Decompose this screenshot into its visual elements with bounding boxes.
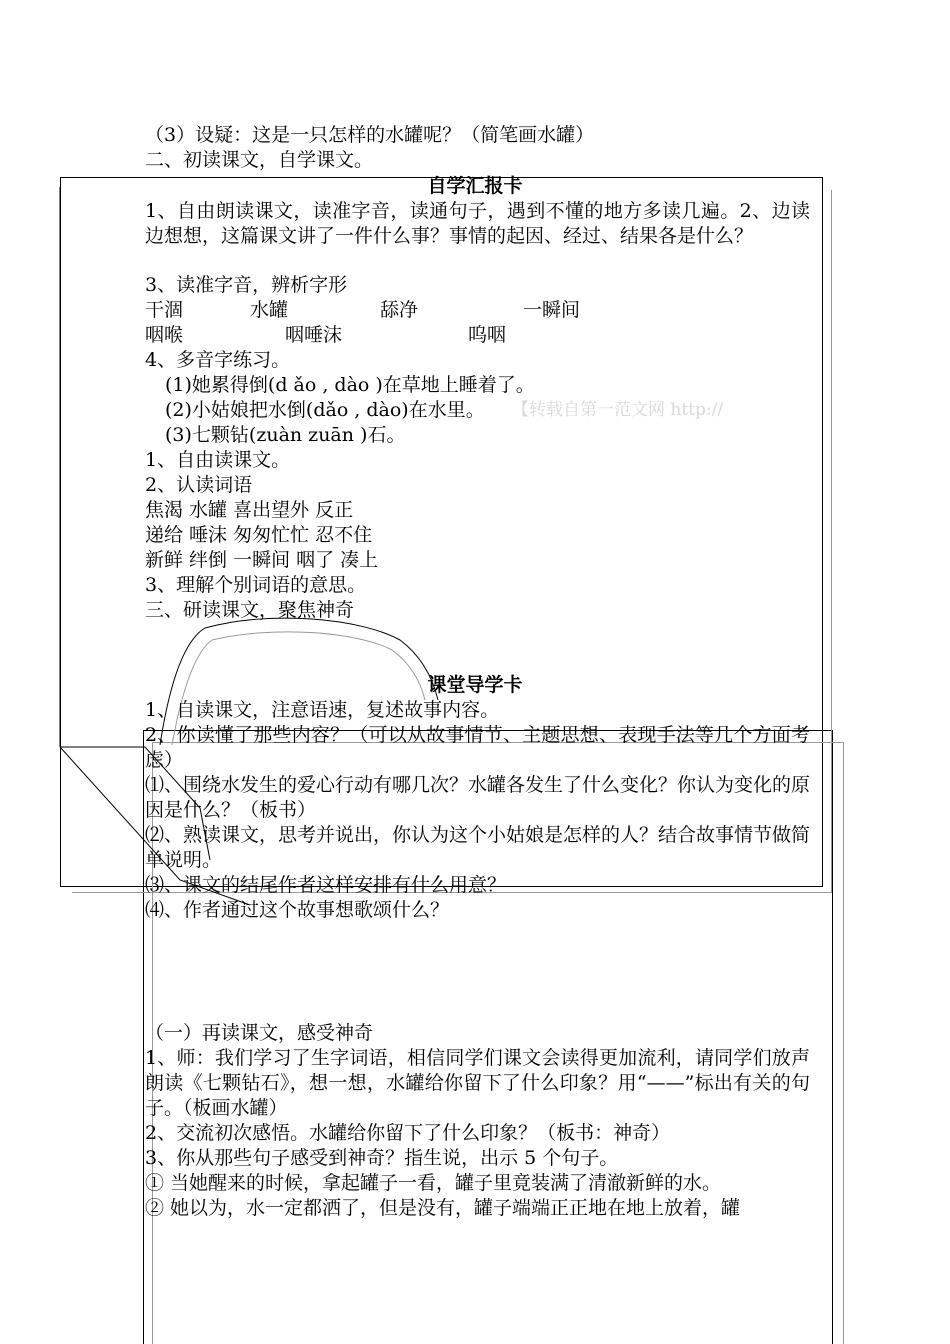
self-study-item-3: 3、读准字音，辨析字形	[145, 274, 348, 296]
sentence-1: ① 当她醒来的时候，拿起罐子一看，罐子里竟装满了清澈新鲜的水。	[145, 1172, 722, 1194]
sentence-2: ② 她以为，水一定都洒了，但是没有，罐子端端正正地在地上放着，罐	[145, 1197, 741, 1219]
guide-question-2d: ⑷、作者通过这个故事想歌颂什么？	[145, 899, 450, 921]
section-two-heading: 二、初读课文，自学课文。	[145, 149, 374, 171]
self-study-card-title: 自学汇报卡	[427, 175, 523, 197]
setup-question-line: （3）设疑：这是一只怎样的水罐呢？（简笔画水罐）	[145, 124, 595, 146]
vocab-row-3: 新鲜 绊倒 一瞬间 咽了 凑上	[145, 549, 379, 571]
read-step-2: 2、认读词语	[145, 474, 253, 496]
word-wu-yan: 呜咽	[468, 324, 507, 346]
read-step-3: 3、理解个别词语的意思。	[145, 574, 367, 596]
reread-heading: （一）再读课文，感受神奇	[145, 1022, 374, 1044]
sentence-prompt: 3、你从那些句子感受到神奇？指生说，出示 5 个句子。	[145, 1147, 619, 1169]
polyphone-1: (1)她累得倒(d ǎo , dào )在草地上睡着了。	[165, 374, 535, 396]
vocab-row-1: 焦渴 水罐 喜出望外 反正	[145, 499, 354, 521]
word-yan-hou: 咽喉	[145, 324, 184, 346]
guide-card-title: 课堂导学卡	[427, 674, 523, 696]
word-gan-he: 干涸	[145, 299, 184, 321]
watermark-text: 【转载自第一范文网 http://	[512, 400, 724, 420]
polyphone-2: (2)小姑娘把水倒(dǎo , dào)在水里。	[165, 399, 485, 421]
exchange-paragraph: 2、交流初次感悟。水罐给你留下了什么印象？（板书：神奇）	[145, 1122, 671, 1144]
guide-question-1: 1、自读课文，注意语速，复述故事内容。	[145, 699, 500, 721]
word-tian-jing: 舔净	[380, 299, 419, 321]
read-step-1: 1、自由读课文。	[145, 449, 291, 471]
self-study-item-1-2: 1、自由朗读课文，读准字音，读通句子，遇到不懂的地方多读几遍。2、边读边想想，这篇课文讲了一件什么事？事情的起因、经过、结果各是什么？	[145, 200, 810, 247]
word-shui-guan: 水罐	[250, 299, 289, 321]
self-study-item-4: 4、多音字练习。	[145, 349, 291, 371]
word-yan-tuo-mo: 咽唾沫	[285, 324, 343, 346]
word-yi-shun-jian: 一瞬间	[523, 299, 581, 321]
guide-question-2a: ⑴、围绕水发生的爱心行动有哪几次？水罐各发生了什么变化？你认为变化的原因是什么？（板书）	[145, 774, 811, 821]
guide-question-2c: ⑶、课文的结尾作者这样安排有什么用意？	[145, 874, 507, 896]
section-three-heading: 三、研读课文，聚焦神奇	[145, 599, 355, 621]
guide-question-2: 2、你读懂了那些内容？（可以从故事情节、主题思想、表现手法等几个方面考虑）	[145, 724, 810, 771]
polyphone-3: (3)七颗钻(zuàn zuān )石。	[165, 424, 406, 446]
teacher-paragraph: 1、师：我们学习了生字词语，相信同学们课文会读得更加流利，请同学们放声朗读《七颗钻石》，想一想，水罐给你留下了什么印象？用“——”标出有关的句子。（板画水罐）	[145, 1047, 810, 1119]
guide-question-2b: ⑵、熟读课文，思考并说出，你认为这个小姑娘是怎样的人？结合故事情节做简单说明。	[145, 824, 811, 871]
vocab-row-2: 递给 唾沫 匆匆忙忙 忍不住	[145, 524, 373, 546]
